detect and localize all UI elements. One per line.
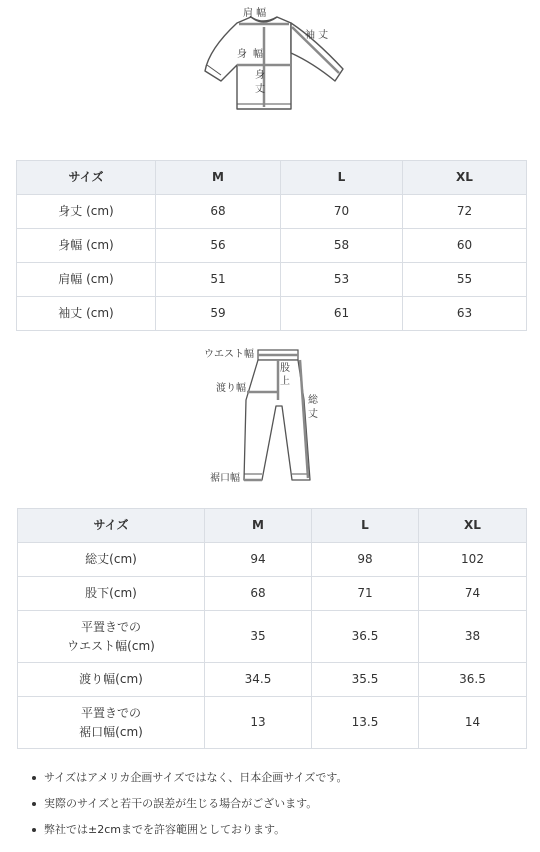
cell-value: 58: [281, 229, 403, 263]
cell-value: 71: [312, 577, 419, 611]
table-row: [18, 611, 527, 663]
header-size: サイズ: [17, 161, 156, 195]
note-item: サイズはアメリカ企画サイズではなく、日本企画サイズです。: [30, 770, 530, 796]
header-xl: XL: [403, 161, 527, 195]
cell-value: 35.5: [312, 663, 419, 697]
table-row: [18, 697, 527, 749]
row-label-line: 裾口幅(cm): [79, 724, 143, 739]
cell-value: 60: [403, 229, 527, 263]
cell-value: 94: [205, 543, 312, 577]
cell-value: 13.5: [312, 697, 419, 749]
bottom-size-table: [17, 508, 527, 749]
cell-value: 61: [281, 297, 403, 331]
row-label-line: 平置きでの: [80, 619, 141, 634]
table-row: [18, 577, 527, 611]
cell-value: 59: [156, 297, 281, 331]
row-label: 身丈 (cm): [17, 195, 156, 229]
cell-value: 53: [281, 263, 403, 297]
table-row: [18, 663, 527, 697]
cell-value: 34.5: [205, 663, 312, 697]
cell-value: 36.5: [419, 663, 527, 697]
header-size: サイズ: [18, 509, 205, 543]
cell-value: 14: [419, 697, 527, 749]
row-label-line: 股下(cm): [85, 586, 137, 601]
shoulder-width-label: 肩 幅: [243, 8, 267, 19]
cell-value: 98: [312, 543, 419, 577]
row-label: [18, 663, 205, 697]
row-label: [18, 577, 205, 611]
waist-width-label: ウエスト幅: [204, 349, 254, 360]
header-l: L: [312, 509, 419, 543]
table-row: [17, 229, 527, 263]
row-label: [18, 543, 205, 577]
body-length-label-1: 身: [255, 70, 265, 81]
cell-value: 56: [156, 229, 281, 263]
row-label: 肩幅 (cm): [17, 263, 156, 297]
shirt-diagram: [195, 5, 355, 120]
header-m: M: [156, 161, 281, 195]
row-label-line: 総丈(cm): [85, 552, 137, 567]
row-label-line: ウエスト幅(cm): [67, 638, 155, 653]
row-label: 身幅 (cm): [17, 229, 156, 263]
sleeve-length-label: 袖 丈: [305, 30, 329, 41]
body-length-label-2: 丈: [255, 84, 265, 95]
table-row: [17, 195, 527, 229]
body-width-label-1: 身: [237, 49, 247, 60]
row-label: [18, 697, 205, 749]
table-row: [17, 263, 527, 297]
pants-illustration: [200, 340, 340, 490]
row-label: 袖丈 (cm): [17, 297, 156, 331]
cell-value: 38: [419, 611, 527, 663]
total-length-label-1: 総: [308, 395, 318, 406]
thigh-width-label: 渡り幅: [216, 383, 246, 394]
body-width-label-2: 幅: [253, 49, 263, 60]
rise-label-1: 股: [280, 363, 290, 374]
cell-value: 51: [156, 263, 281, 297]
cell-value: 63: [403, 297, 527, 331]
size-notes-list: [30, 770, 530, 848]
cell-value: 74: [419, 577, 527, 611]
cell-value: 70: [281, 195, 403, 229]
row-label: [18, 611, 205, 663]
header-xl: XL: [419, 509, 527, 543]
pants-diagram: [200, 340, 340, 490]
header-l: L: [281, 161, 403, 195]
cell-value: 13: [205, 697, 312, 749]
header-m: M: [205, 509, 312, 543]
total-length-label-2: 丈: [308, 409, 318, 420]
cell-value: 35: [205, 611, 312, 663]
cell-value: 55: [403, 263, 527, 297]
table-row: [18, 543, 527, 577]
note-item: 弊社では±2cmまでを許容範囲としております。: [30, 822, 530, 848]
cell-value: 68: [205, 577, 312, 611]
top-size-table: [16, 160, 527, 331]
rise-label-2: 上: [280, 376, 290, 387]
cell-value: 68: [156, 195, 281, 229]
table-row: [17, 297, 527, 331]
cell-value: 72: [403, 195, 527, 229]
note-item: 実際のサイズと若干の誤差が生じる場合がございます。: [30, 796, 530, 822]
row-label-line: 渡り幅(cm): [79, 672, 143, 687]
cell-value: 102: [419, 543, 527, 577]
shirt-illustration: [195, 5, 355, 120]
hem-width-label: 裾口幅: [210, 473, 240, 484]
cell-value: 36.5: [312, 611, 419, 663]
row-label-line: 平置きでの: [80, 705, 141, 720]
